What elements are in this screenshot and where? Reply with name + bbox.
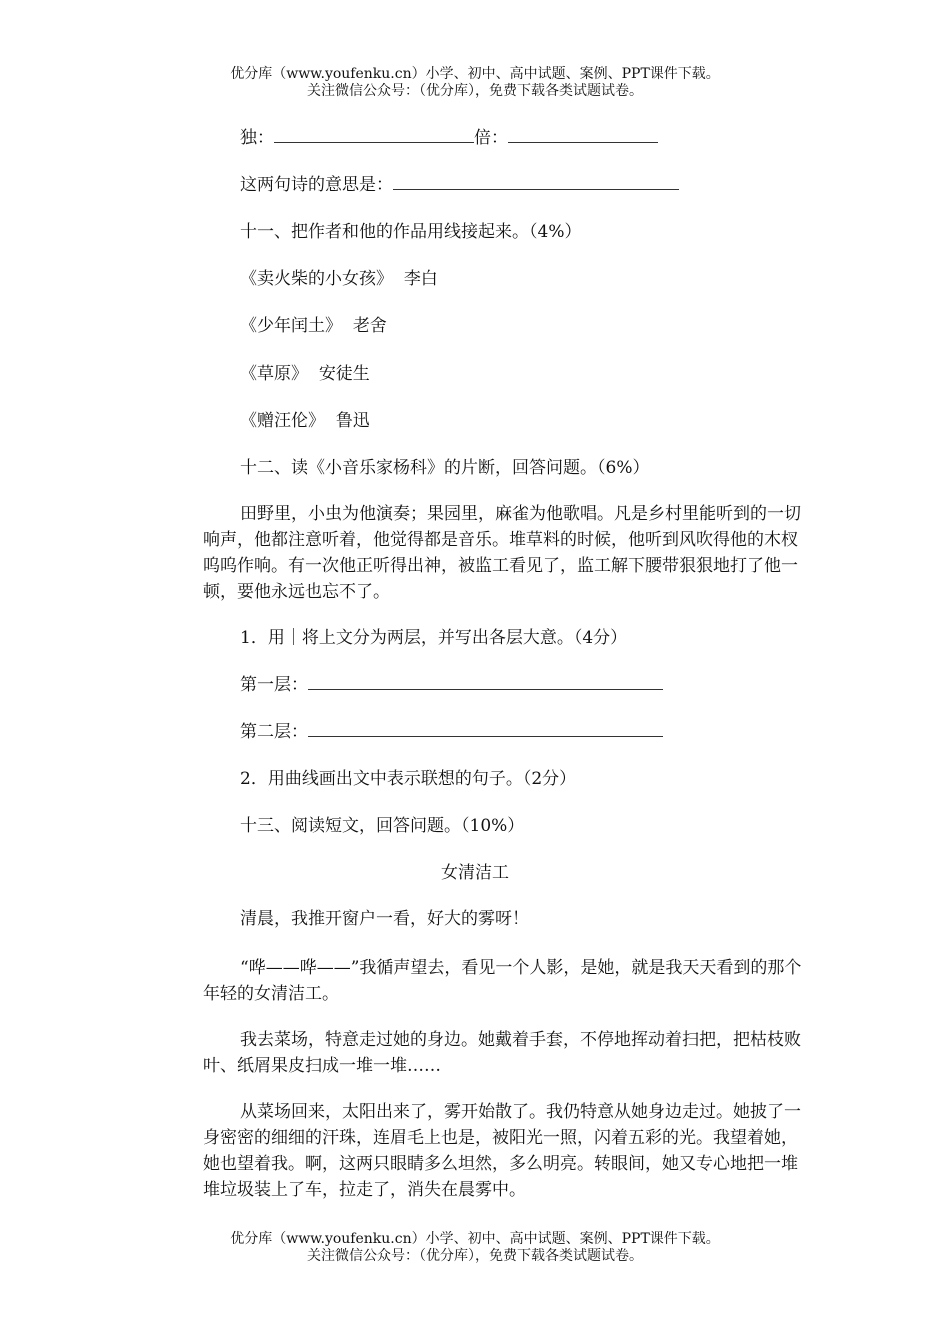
- footer-line-2: 关注微信公众号：（优分库），免费下载各类试题试卷。: [307, 1248, 643, 1264]
- story-paragraph: 我去菜场，特意走过她的身边。她戴着手套，不停地挥动着扫把，把枯枝败叶、纸屑果皮扫成一堆一堆……: [203, 1030, 801, 1076]
- author-name: 安徒生: [318, 364, 370, 384]
- q12-passage: 田野里，小虫为他演奏；果园里，麻雀为他歌唱。凡是乡村里能听到的一切响声，他都注意听着，他觉得都是音乐。堆草料的时候，他听到风吹得他的木杈呜呜作响。有一次他正听得出神，被监工看见了，监工解下腰带狠狠地打了他一顿，要他永远也忘不了。: [203, 504, 801, 602]
- work-title: 《赠汪伦》: [240, 411, 325, 431]
- layer2-row: [240, 720, 663, 744]
- q10-meaning-row: [240, 173, 679, 197]
- q12-sub2: 2．用曲线画出文中表示联想的句子。（2分）: [240, 769, 577, 789]
- layer2-answer-blank[interactable]: [308, 720, 663, 737]
- author-name: 老舍: [352, 316, 387, 336]
- page-header: [0, 66, 950, 100]
- work-title: 《草原》: [240, 364, 308, 384]
- match-row: [240, 409, 370, 433]
- author-name: 鲁迅: [335, 411, 370, 431]
- page-footer: [0, 1231, 950, 1265]
- author-name: 李白: [403, 269, 438, 289]
- du-label: 独：: [240, 128, 274, 148]
- story-paragraph: 清晨，我推开窗户一看，好大的雾呀！: [240, 909, 529, 929]
- match-row: [240, 267, 438, 291]
- work-title: 《少年闰土》: [240, 316, 342, 336]
- q13-title: 十三、阅读短文，回答问题。（10%）: [240, 816, 525, 836]
- q10-word-blanks: [240, 126, 658, 150]
- footer-line-1: 优分库（www.youfenku.cn）小学、初中、高中试题、案例、PPT课件下载。: [230, 1231, 720, 1247]
- layer1-answer-blank[interactable]: [308, 673, 663, 690]
- header-line-1: 优分库（www.youfenku.cn）小学、初中、高中试题、案例、PPT课件下载。: [230, 66, 720, 82]
- q12-title: 十二、读《小音乐家杨科》的片断，回答问题。（6%）: [240, 458, 650, 478]
- meaning-label: 这两句诗的意思是：: [240, 175, 393, 195]
- story-title: 女清洁工: [441, 863, 509, 883]
- match-row: [240, 314, 387, 338]
- layer1-row: [240, 673, 663, 697]
- work-title: 《卖火柴的小女孩》: [240, 269, 393, 289]
- du-answer-blank[interactable]: [274, 126, 474, 143]
- bei-answer-blank[interactable]: [508, 126, 658, 143]
- layer2-label: 第二层：: [240, 722, 308, 742]
- header-line-2: 关注微信公众号：（优分库），免费下载各类试题试卷。: [307, 83, 643, 99]
- match-row: [240, 362, 370, 386]
- layer1-label: 第一层：: [240, 675, 308, 695]
- q11-title: 十一、把作者和他的作品用线接起来。（4%）: [240, 222, 582, 242]
- story-paragraph: 从菜场回来，太阳出来了，雾开始散了。我仍特意从她身边走过。她披了一身密密的细细的汗珠，连眉毛上也是，被阳光一照，闪着五彩的光。我望着她，她也望着我。啊，这两只眼睛多么坦然，多么明亮。转眼间，她又专心地把一堆堆垃圾装上了车，拉走了，消失在晨雾中。: [203, 1102, 801, 1200]
- bei-label: 倍：: [474, 128, 508, 148]
- q12-sub1: 1．用｜将上文分为两层，并写出各层大意。（4分）: [240, 628, 628, 648]
- meaning-answer-blank[interactable]: [393, 173, 679, 190]
- story-paragraph: “哗——哗——”我循声望去，看见一个人影，是她，就是我天天看到的那个年轻的女清洁工。: [203, 958, 802, 1004]
